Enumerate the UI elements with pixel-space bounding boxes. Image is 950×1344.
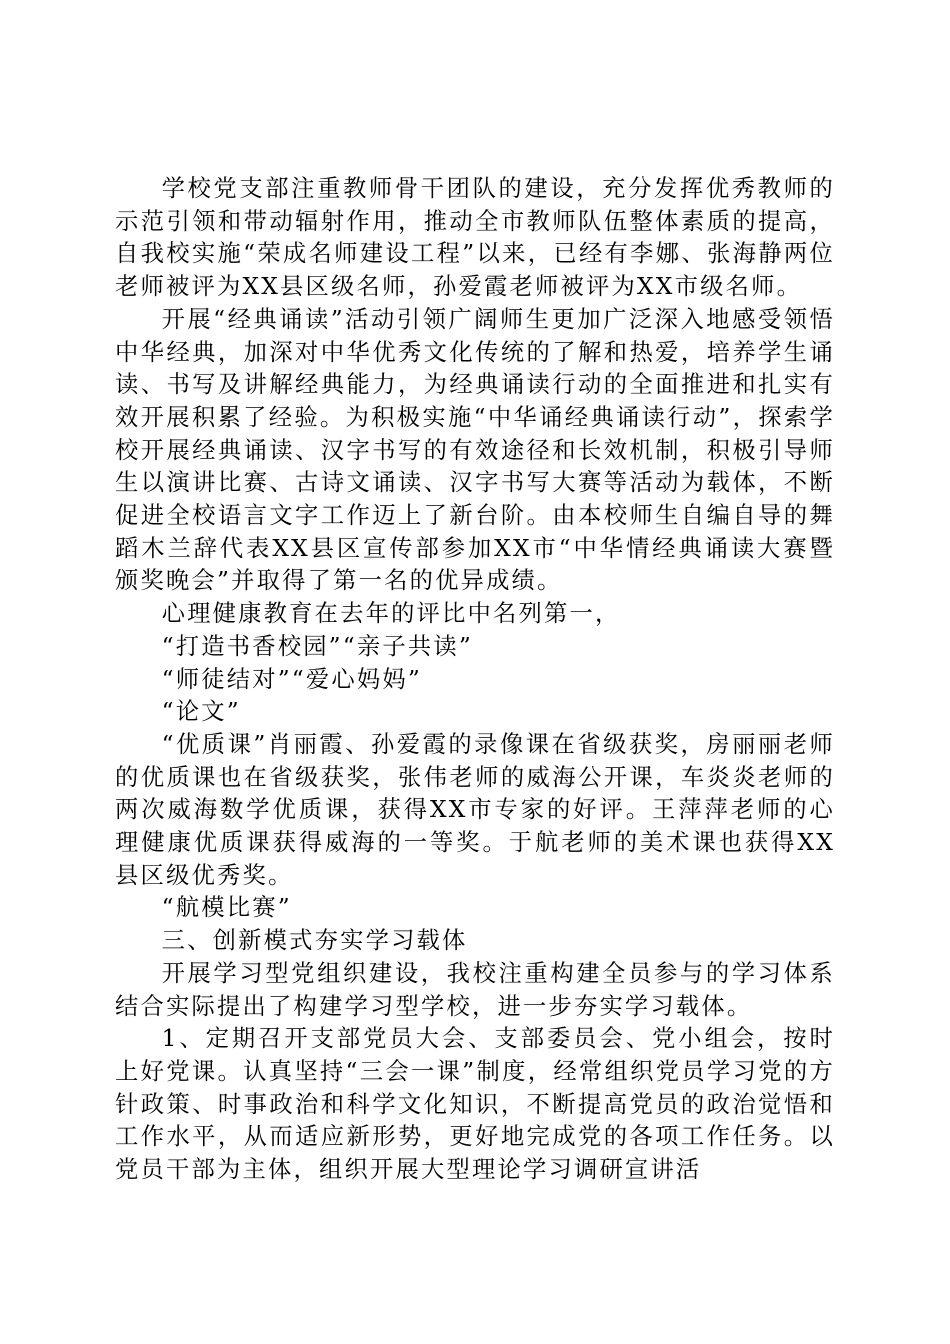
document-page — [115, 173, 835, 1187]
paragraph-mental-health: 心理健康教育在去年的评比中名列第一， — [161, 600, 621, 628]
paragraph-teacher-team: 学校党支部注重教师骨干团队的建设，充分发挥优秀教师的示范引领和带动辐射作用，推动全市教师队伍整体素质的提高，自我校实施“荣成名师建设工程”以来，已经有李娜、张海静两位老师被评为XX县区级名师，孙爱霞老师被评为XX市级名师。 — [115, 175, 835, 301]
paragraph-model-competition: “航模比赛” — [161, 894, 292, 922]
section-heading-three: 三、创新模式夯实学习载体 — [161, 927, 468, 955]
paragraph-quality-class: “优质课”肖丽霞、孙爱霞的录像课在省级获奖，房丽丽老师的优质课也在省级获奖，张伟老师的威海公开课，车炎炎老师的两次威海数学优质课，获得XX市专家的好评。王萍萍老师的心理健康优质课获得威海的一等奖。于航老师的美术课也获得XX县区级优秀奖。 — [115, 730, 835, 889]
paragraph-learning-organization: 开展学习型党组织建设，我校注重构建全员参与的学习体系结合实际提出了构建学习型学校，进一步夯实学习载体。 — [115, 959, 835, 1020]
paragraph-classic-reading: 开展“经典诵读”活动引领广阔师生更加广泛深入地感受领悟中华经典，加深对中华优秀文化传统的了解和热爱，培养学生诵读、书写及讲解经典能力，为经典诵读行动的全面推进和扎实有效开展积累了经验。为积极实施“中华诵经典诵读行动”，探索学校开展经典诵读、汉字书写的有效途径和长效机制，积极引导师生以演讲比赛、古诗文诵读、汉字书写大赛等活动为载体，不断促进全校语言文字工作迈上了新台阶。由本校师生自编自导的舞蹈木兰辞代表XX县区宣传部参加XX市“中华情经典诵读大赛暨颁奖晚会”并取得了第一名的优异成绩。 — [115, 305, 835, 595]
paragraph-book-campus: “打造书香校园”“亲子共读” — [161, 632, 474, 660]
paragraph-party-meetings: 1、定期召开支部党员大会、支部委员会、党小组会，按时上好党课。认真坚持“三会一课”制度，经常组织党员学习党的方针政策、时事政治和科学文化知识，不断提高党员的政治觉悟和工作水平，从而适应新形势，更好地完成党的各项工作任务。以党员干部为主体，组织开展大型理论学习调研宣讲活 — [115, 1025, 835, 1184]
paragraph-thesis: “论文” — [161, 698, 241, 726]
paragraph-mentor-pairing: “师徒结对”“爱心妈妈” — [161, 665, 423, 693]
